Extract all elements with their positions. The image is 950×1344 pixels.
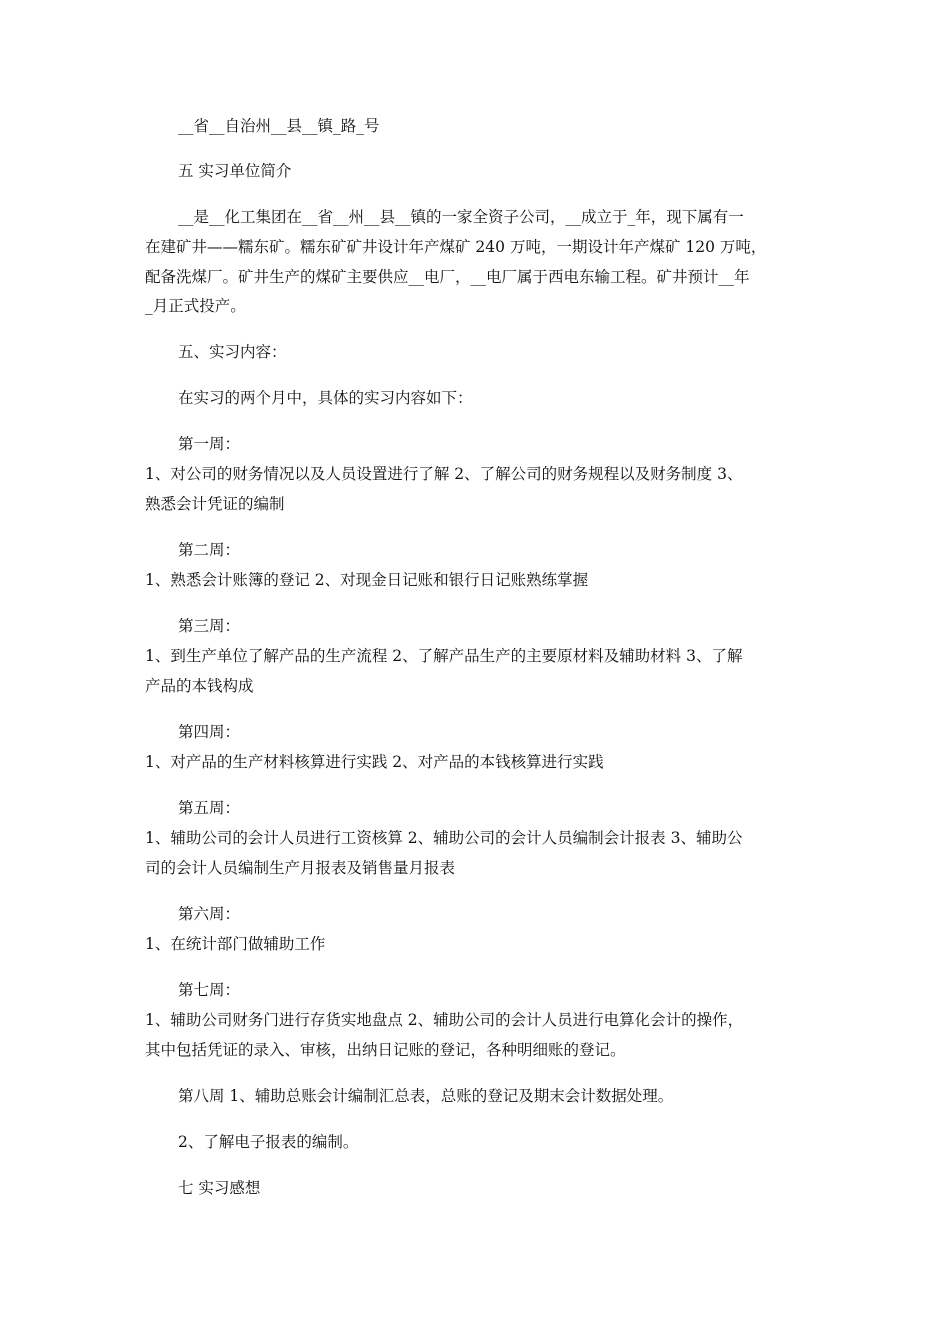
content-intro: 在实习的两个月中，具体的实习内容如下：: [178, 389, 473, 407]
week-title: 第五周：: [178, 799, 241, 817]
section-heading-reflections: 七 实习感想: [178, 1179, 261, 1197]
week-item-line: 1、熟悉会计账簿的登记 2、对现金日记账和银行日记账熟练掌握: [145, 571, 589, 589]
week-item-line: 其中包括凭证的录入、审核，出纳日记账的登记，各种明细账的登记。: [145, 1041, 626, 1059]
section-heading-company-intro: 五 实习单位简介: [178, 162, 292, 180]
intro-paragraph-line: __是__化工集团在__省__州__县__镇的一家全资子公司，__成立于_年，现下属有一: [178, 208, 744, 226]
week-title: 第六周：: [178, 905, 241, 923]
week-title: 第七周：: [178, 981, 241, 999]
week-item-line: 1、辅助公司财务门进行存货实地盘点 2、辅助公司的会计人员进行电算化会计的操作，: [145, 1011, 744, 1029]
week-eight-line: 2、了解电子报表的编制。: [178, 1133, 359, 1151]
intro-paragraph-line: _月正式投产。: [145, 297, 246, 315]
week-item-line: 熟悉会计凭证的编制: [145, 495, 285, 513]
week-title: 第一周：: [178, 435, 241, 453]
week-item-line: 产品的本钱构成: [145, 677, 254, 695]
intro-paragraph-line: 在建矿井——糯东矿。糯东矿矿井设计年产煤矿 240 万吨，一期设计年产煤矿 120 万吨，: [145, 238, 767, 256]
week-title: 第三周：: [178, 617, 241, 635]
week-title: 第二周：: [178, 541, 241, 559]
week-title: 第四周：: [178, 723, 241, 741]
week-eight-line: 第八周 1、辅助总账会计编制汇总表，总账的登记及期末会计数据处理。: [178, 1087, 674, 1105]
week-item-line: 1、到生产单位了解产品的生产流程 2、了解产品生产的主要原材料及辅助材料 3、了解: [145, 647, 743, 665]
week-item-line: 1、在统计部门做辅助工作: [145, 935, 326, 953]
intro-paragraph-line: 配备洗煤厂。矿井生产的煤矿主要供应__电厂，__电厂属于西电东输工程。矿井预计__年: [145, 268, 750, 286]
address-line: __省__自治州__县__镇_路_号: [178, 117, 380, 135]
week-item-line: 司的会计人员编制生产月报表及销售量月报表: [145, 859, 456, 877]
section-heading-content: 五、实习内容：: [178, 343, 287, 361]
week-item-line: 1、辅助公司的会计人员进行工资核算 2、辅助公司的会计人员编制会计报表 3、辅助公: [145, 829, 743, 847]
week-item-line: 1、对公司的财务情况以及人员设置进行了解 2、了解公司的财务规程以及财务制度 3、: [145, 465, 743, 483]
week-item-line: 1、对产品的生产材料核算进行实践 2、对产品的本钱核算进行实践: [145, 753, 604, 771]
